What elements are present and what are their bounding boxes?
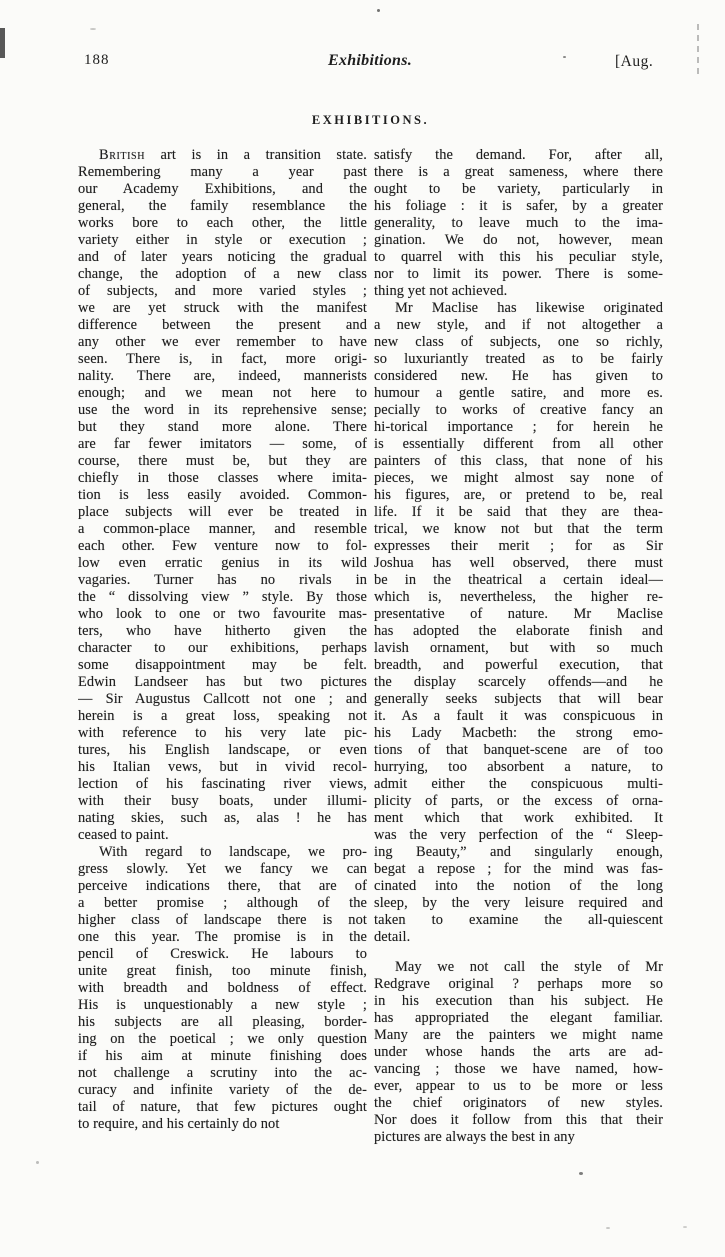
text-line: if his aim at minute finishing does: [78, 1048, 367, 1064]
text-line: Remembering many a year past: [78, 164, 367, 180]
issue-date-label: [Aug.: [615, 53, 654, 70]
text-line: is essentially different from all other: [374, 436, 663, 452]
text-line: change, the adoption of a new class: [78, 266, 367, 282]
text-line: Nor does it follow from this that their: [374, 1112, 663, 1128]
text-line: vancing ; those we have named, how-: [374, 1061, 663, 1077]
text-line: with their busy boats, under illumi-: [78, 793, 367, 809]
text-line: cinated into the notion of the long: [374, 878, 663, 894]
text-line: vagaries. Turner has no rivals in: [78, 572, 367, 588]
text-line: humour a gentle satire, and more es.: [374, 385, 663, 401]
text-line: trical, we know not but that the term: [374, 521, 663, 537]
text-line: so luxuriantly treated as to be fairly: [374, 351, 663, 367]
text-line: curacy and infinite variety of the de-: [78, 1082, 367, 1098]
text-line: be in the theatrical a certain ideal—: [374, 572, 663, 588]
text-line: tions of that banquet-scene are of too: [374, 742, 663, 758]
text-line: begat a repose ; for the mind was fas-: [374, 861, 663, 877]
text-line: his Italian vews, but in vivid recol-: [78, 759, 367, 775]
text-line: May we not call the style of Mr: [395, 959, 663, 975]
text-line: ters, who have hitherto given the: [78, 623, 367, 639]
text-line: the chief originators of new styles.: [374, 1095, 663, 1111]
text-line: the “ dissolving view ” style. By those: [78, 589, 367, 605]
text-line: enough; and we mean not here to: [78, 385, 367, 401]
text-line: difference between the present and: [78, 317, 367, 333]
text-line: satisfy the demand. For, after all,: [374, 147, 663, 163]
text-line: tures, his English landscape, or even: [78, 742, 367, 758]
text-line: lection of his fascinating river views,: [78, 776, 367, 792]
text-line: general, the family resemblance the: [78, 198, 367, 214]
text-line: has adopted the elaborate finish and: [374, 623, 663, 639]
text-line: a common-place manner, and resemble: [78, 521, 367, 537]
text-line: plicity of parts, or the excess of orna-: [374, 793, 663, 809]
text-line: Joshua has well observed, there must: [374, 555, 663, 571]
text-line: considered new. He has given to: [374, 368, 663, 384]
text-line: His is unquestionably a new style ;: [78, 997, 367, 1013]
paragraph: [78, 844, 367, 1133]
text-line: new class of subjects, one so richly,: [374, 334, 663, 350]
text-column-right: [374, 147, 663, 1146]
text-line: of subjects, and more varied styles ;: [78, 283, 367, 299]
paragraph: [374, 959, 663, 1146]
text-line: hi-torical importance ; for herein he: [374, 419, 663, 435]
text-line: — Sir Augustus Callcott not one ; and: [78, 691, 367, 707]
text-line: variety either in style or execution ;: [78, 232, 367, 248]
text-line: with breadth and boldness of effect.: [78, 980, 367, 996]
scan-speck: [683, 1226, 687, 1228]
text-line: one this year. The promise is in the: [78, 929, 367, 945]
text-line: to quarrel with this his peculiar style,: [374, 249, 663, 265]
text-line: the display scarcely offends—and he: [374, 674, 663, 690]
text-line: his figures, are, or pretend to be, real: [374, 487, 663, 503]
text-line: admit either the conspicuous multi-: [374, 776, 663, 792]
text-line: higher class of landscape there is not: [78, 912, 367, 928]
text-line: breadth, and powerful execution, that: [374, 657, 663, 673]
text-line: gination. We do not, however, mean: [374, 232, 663, 248]
text-line: chiefly in those classes where imita-: [78, 470, 367, 486]
text-line: his Lady Macbeth: the strong emo-: [374, 725, 663, 741]
scan-speck: [36, 1161, 39, 1164]
text-line: Redgrave original ? perhaps more so: [374, 976, 663, 992]
scan-speck: [377, 9, 380, 12]
text-line: lavish ornament, but with so much: [374, 640, 663, 656]
text-line: thing yet not achieved.: [374, 283, 508, 299]
text-line: our Academy Exhibitions, and the: [78, 181, 367, 197]
text-line: tion is less easily avoided. Common-: [78, 487, 367, 503]
page-number: 188: [84, 52, 110, 68]
text-line: works bore to each other, the little: [78, 215, 367, 231]
text-line: in his execution than his subject. He: [374, 993, 663, 1009]
text-line: pieces, we might almost say none of: [374, 470, 663, 486]
text-line: with reference to his very late pic-: [78, 725, 367, 741]
text-line: detail.: [374, 929, 411, 945]
text-line: but they stand more alone. There: [78, 419, 367, 435]
paragraph: [78, 147, 367, 844]
text-line: nating skies, such as, alas ! he has: [78, 810, 367, 826]
text-line: painters of this class, that none of his: [374, 453, 663, 469]
text-line: which is, nevertheless, the higher re-: [374, 589, 663, 605]
text-line: and of later years noticing the gradual: [78, 249, 367, 265]
text-line: sleep, by the very leisure required and: [374, 895, 663, 911]
text-line: are far fewer imitators — some, of: [78, 436, 367, 452]
text-line: his foliage : it is safer, by a greater: [374, 198, 663, 214]
text-line: pencil of Creswick. He labours to: [78, 946, 367, 962]
text-line: nor to limit its power. There is some-: [374, 266, 663, 282]
text-line: ceased to paint.: [78, 827, 169, 843]
text-line: seen. There is, in fact, more origi-: [78, 351, 367, 367]
text-line: each other. Few venture now to fol-: [78, 538, 367, 554]
text-line: tail of nature, that few pictures ought: [78, 1099, 367, 1115]
text-line: ment which that work exhibited. It: [374, 810, 663, 826]
text-line: place subjects will ever be treated in: [78, 504, 367, 520]
text-line: hurrying, too absorbent a nature, to: [374, 759, 663, 775]
text-line: unite great finish, too minute finish,: [78, 963, 367, 979]
text-line: ought to be variety, particularly in: [374, 181, 663, 197]
text-line: under whose hands the arts are ad-: [374, 1044, 663, 1060]
text-line: it. As a fault it was conspicuous in: [374, 708, 663, 724]
text-line: his subjects are all pleasing, border-: [78, 1014, 367, 1030]
scan-speck: [606, 1227, 610, 1229]
lead-word-smallcaps: British: [99, 147, 146, 163]
text-line: to require, and his certainly do not: [78, 1116, 280, 1132]
text-line: there is a great sameness, where there: [374, 164, 663, 180]
text-line: generality, to leave much to the ima-: [374, 215, 663, 231]
text-line: ing Beauty,” and singularly enough,: [374, 844, 663, 860]
scan-speck: [579, 1172, 583, 1175]
text-line: pecially to works of creative fancy an: [374, 402, 663, 418]
paragraph: [374, 147, 663, 300]
text-line: not challenge a scrutiny into the ac-: [78, 1065, 367, 1081]
scan-speck: [90, 28, 96, 30]
text-line: perceive indications there, that are of: [78, 878, 367, 894]
text-line: Mr Maclise has likewise originated: [395, 300, 663, 316]
text-line: ever, appear to us to be more or less: [374, 1078, 663, 1094]
text-line: life. If it be said that they are thea-: [374, 504, 663, 520]
text-line: pictures are always the best in any: [374, 1129, 575, 1145]
text-line: ing on the poetical ; we only question: [78, 1031, 367, 1047]
text-line: course, there must be, but they are: [78, 453, 367, 469]
text-line: we are yet struck with the manifest: [78, 300, 367, 316]
text-line: nality. There are, indeed, mannerists: [78, 368, 367, 384]
text-line: a new style, and if not altogether a: [374, 317, 663, 333]
running-title: Exhibitions.: [327, 52, 413, 69]
text-line: low even erratic genius in its wild: [78, 555, 367, 571]
text-line: taken to examine the all-quiescent: [374, 912, 663, 928]
text-line: character to our exhibitions, perhaps: [78, 640, 367, 656]
text-line: Many are the painters we might name: [374, 1027, 663, 1043]
text-line: has appropriated the elegant familiar.: [374, 1010, 663, 1026]
text-line: any other we ever remember to have: [78, 334, 367, 350]
text-line: was the very perfection of the “ Sleep-: [374, 827, 663, 843]
text-line: presentative of nature. Mr Maclise: [374, 606, 663, 622]
text-line: use the word in its reprehensive sense;: [78, 402, 367, 418]
text-line: gress slowly. Yet we fancy we can: [78, 861, 367, 877]
text-line: who look to one or two favourite mas-: [78, 606, 367, 622]
text-line: herein is a great loss, speaking not: [78, 708, 367, 724]
text-column-left: [78, 147, 367, 1133]
text-line: a better promise ; although of the: [78, 895, 367, 911]
text-line: some disappointment may be felt.: [78, 657, 367, 673]
text-line: Edwin Landseer has but two pictures: [78, 674, 367, 690]
text-line: With regard to landscape, we pro-: [99, 844, 367, 860]
text-line: British art is in a transition state.: [99, 147, 367, 163]
article-heading: EXHIBITIONS.: [311, 113, 430, 127]
text-line: expresses their merit ; for as Sir: [374, 538, 663, 554]
paragraph: [374, 300, 663, 946]
text-line: generally seeks subjects that will bear: [374, 691, 663, 707]
